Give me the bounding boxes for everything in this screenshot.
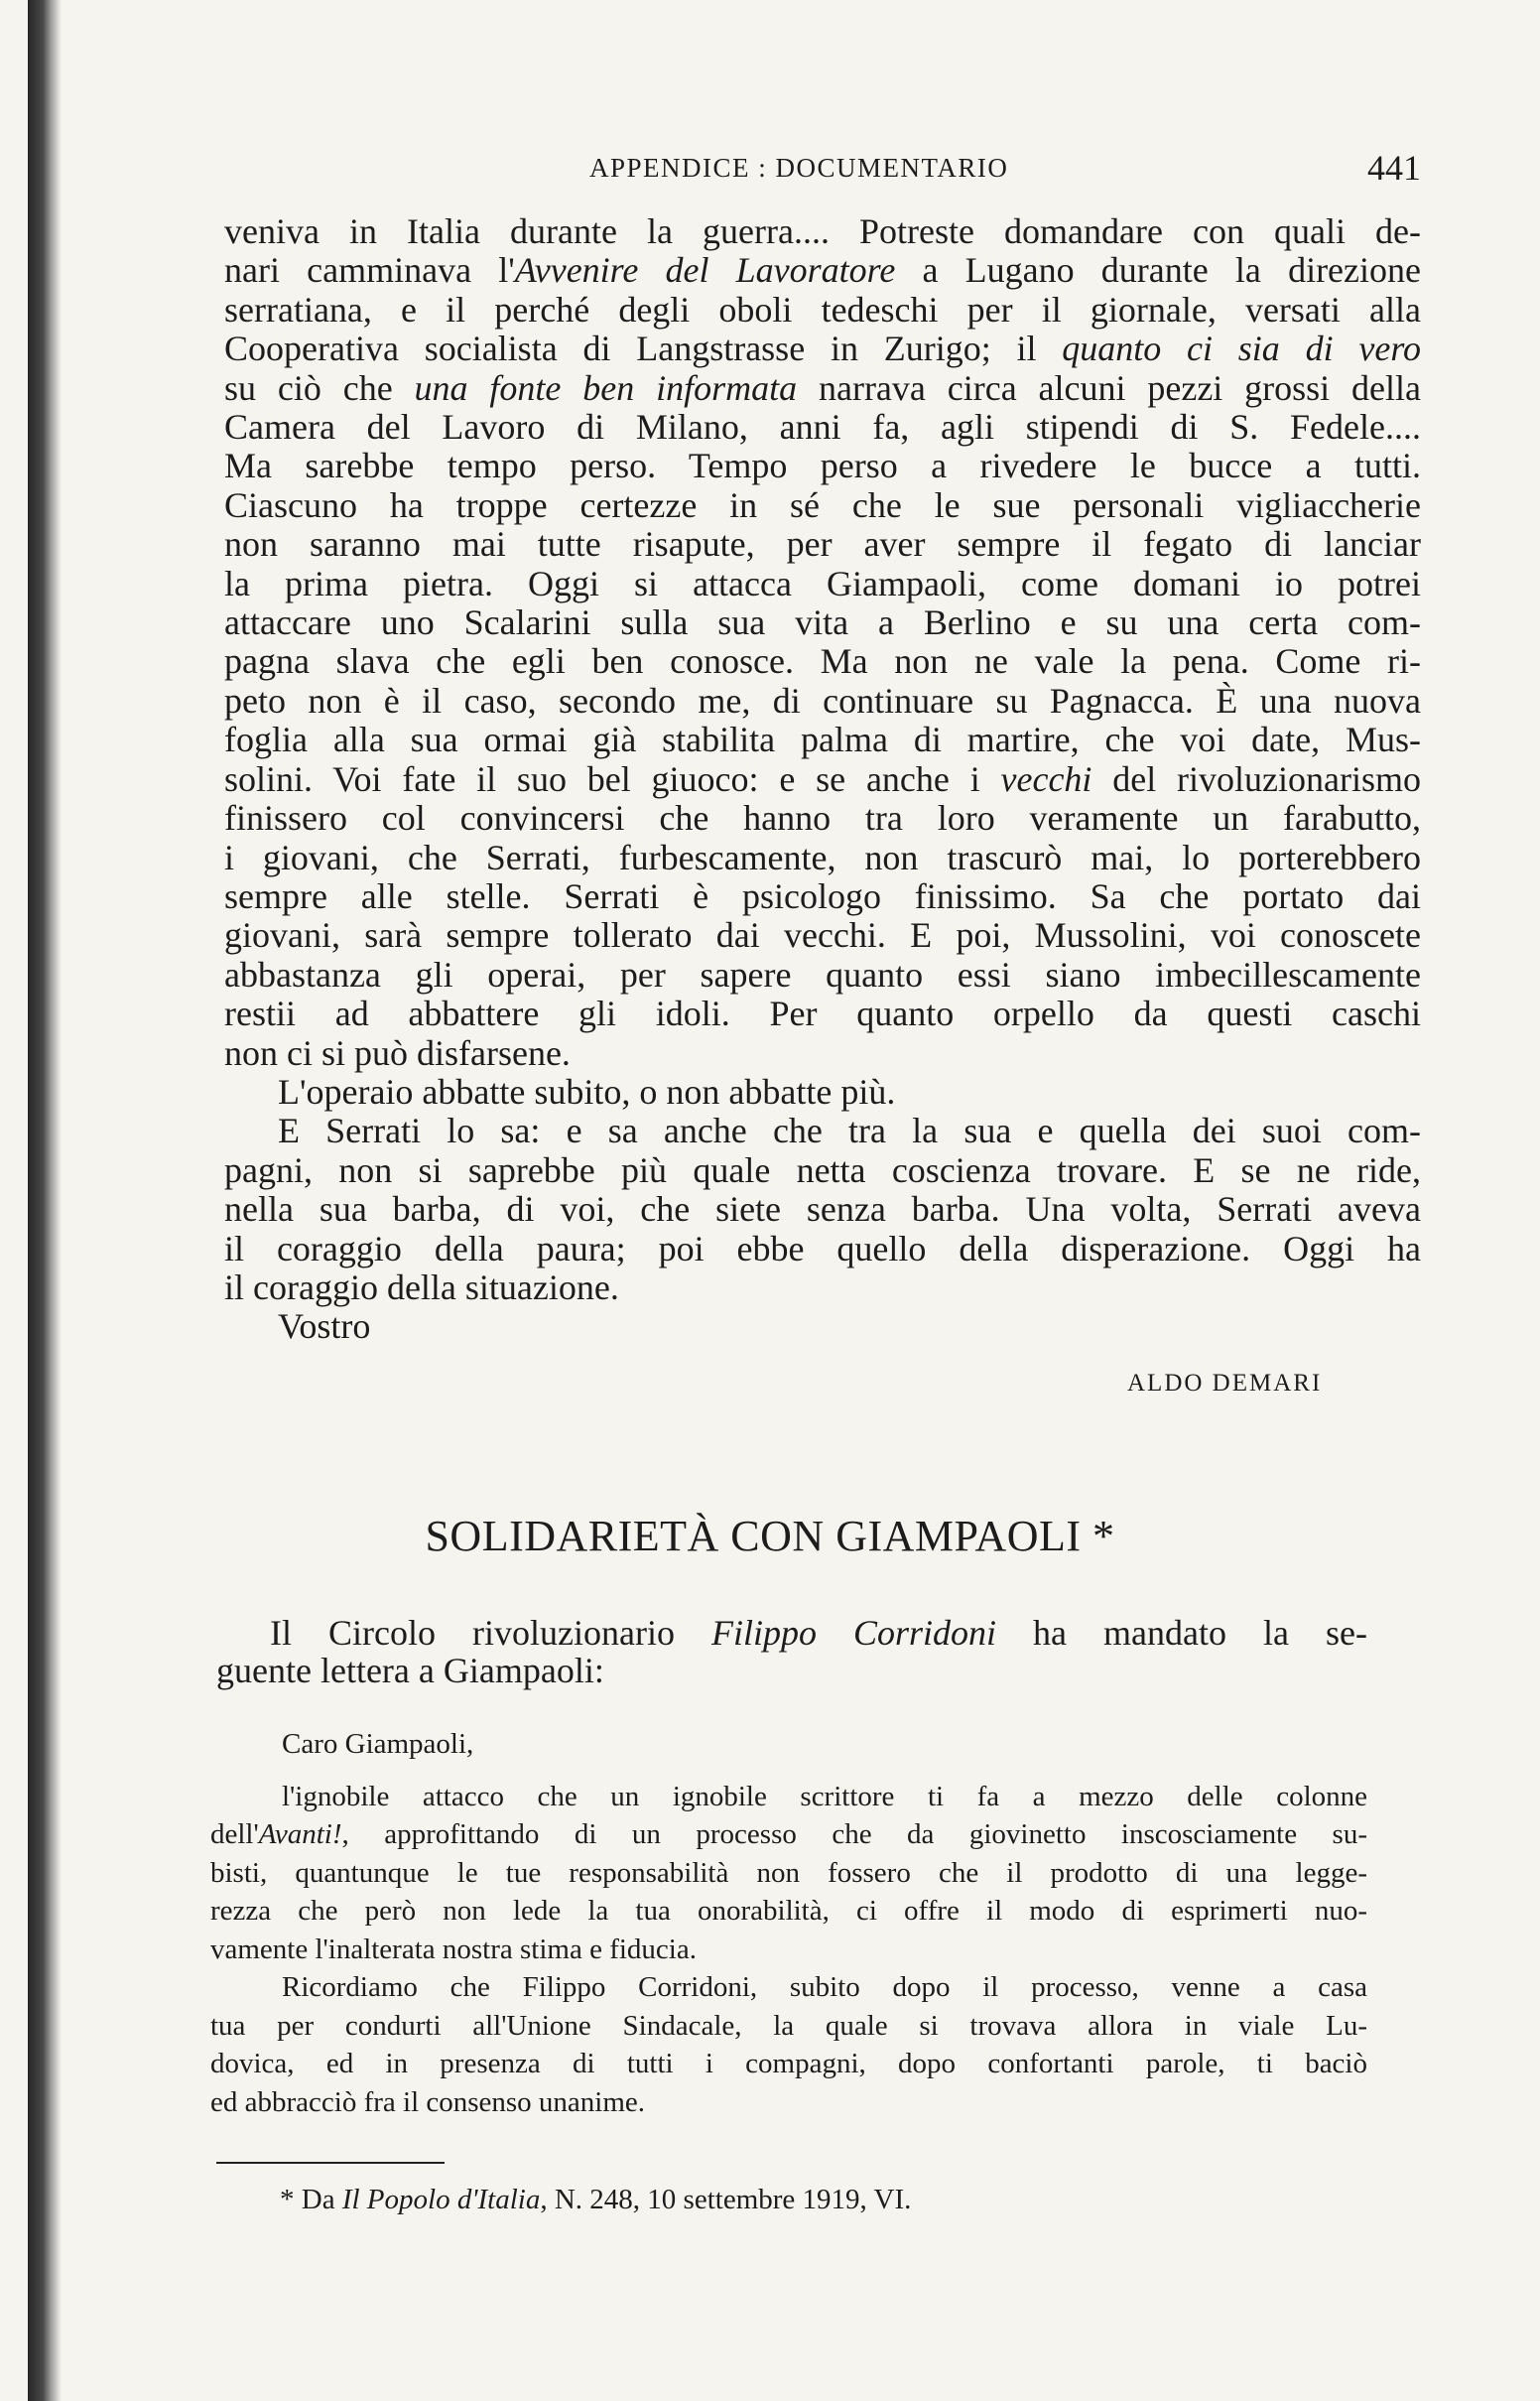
text-line: Camera del Lavoro di Milano, anni fa, agli stipendi di S. Fedele.... [224,407,1421,448]
text-line: Ciascuno ha troppe certezze in sé che le sue personali vigliaccherie [224,484,1421,525]
text-line: veniva in Italia durante la guerra.... Potreste domandare con quali de- [224,211,1421,251]
page-header [224,147,1421,191]
text-line: abbastanza gli operai, per sapere quanto essi siano imbecillescamente [224,954,1421,995]
text-line: guente lettera a Giampaoli: [216,1651,604,1690]
section-intro [216,1614,1367,1689]
quoted-letter [210,1725,1367,2121]
text-line: Ricordiamo che Filippo Corridoni, subito dopo il processo, venne a casa [282,1971,1367,2003]
text-line: l'ignobile attacco che un ignobile scrittore ti fa a mezzo delle colonne [282,1780,1367,1812]
text-line: Cooperativa socialista di Langstrasse in Zurigo; il quanto ci sia di vero [224,329,1421,369]
paragraph: L'operaio abbatte subito, o non abbatte più. [278,1071,896,1112]
text-line: dell'Avanti!, approfittando di un processo che da giovinetto inscosciamente su- [210,1818,1367,1850]
italic-word: vecchi [1000,758,1092,799]
text-line: tua per condurti all'Unione Sindacale, la quale si trovava allora in viale Lu- [210,2009,1367,2042]
text-line: giovani, sarà sempre tollerato dai vecchi. E poi, Mussolini, voi conoscete [224,915,1421,956]
text-line: finissero col convincersi che hanno tra loro veramente un farabutto, [224,798,1421,839]
italic-phrase: una fonte ben informata [414,367,798,408]
text-line: Il Circolo rivoluzionario Filippo Corridoni ha mandato la se- [270,1613,1367,1653]
text-line: non ci si può disfarsene. [224,1032,571,1073]
text-line: il coraggio della situazione. [224,1267,619,1307]
italic-title: Avanti! [258,1818,342,1850]
text-line: bisti, quantunque le tue responsabilità non fossero che il prodotto di una legge- [210,1856,1367,1889]
footnote: * Da Il Popolo d'Italia, N. 248, 10 settembre 1919, VI. [280,2184,912,2215]
italic-name: Filippo Corridoni [710,1613,997,1653]
section-title: SOLIDARIETÀ CON GIAMPAOLI * [425,1512,1115,1560]
scan-binding-edge [28,0,62,2401]
text-line: pagna slava che egli ben conosce. Ma non ne vale la pena. Come ri- [224,641,1421,682]
text-line: la prima pietra. Oggi si attacca Giampaoli, come domani io potrei [224,563,1421,603]
text-line: E Serrati lo sa: e sa anche che tra la sua e quella dei suoi com- [278,1111,1421,1151]
text-line: restii ad abbattere gli idoli. Per quanto orpello da questi caschi [224,994,1421,1034]
text-line: vamente l'inalterata nostra stima e fiducia. [210,1933,697,1965]
text-line: serratiana, e il perché degli oboli tedeschi per il giornale, versati alla [224,289,1421,330]
closing: Vostro [278,1306,371,1347]
text-line: foglia alla sua ormai già stabilita palma di martire, che voi date, Mus- [224,720,1421,760]
letter-body [224,212,1421,1347]
text-line: solini. Voi fate il suo bel giuoco: e se anche i vecchi del rivoluzionarismo [224,758,1421,799]
text-line: pagni, non si saprebbe più quale netta coscienza trovare. E se ne ride, [224,1149,1421,1190]
footnote-divider [216,2162,445,2164]
text-line: non saranno mai tutte risapute, per aver sempre il fegato di lanciar [224,524,1421,565]
italic-title: Avvenire del Lavoratore [514,250,896,291]
text-line: nari camminava l'Avvenire del Lavoratore a Lugano durante la direzione [224,250,1421,291]
salutation: Caro Giampaoli, [282,1728,474,1760]
text-line: su ciò che una fonte ben informata narrava circa alcuni pezzi grossi della [224,367,1421,408]
text-line: dovica, ed in presenza di tutti i compagni, dopo confortanti parole, ti baciò [210,2048,1367,2079]
signature: ALDO DEMARI [1127,1370,1323,1397]
running-head: APPENDICE : DOCUMENTARIO [589,153,1009,183]
text-line: attaccare uno Scalarini sulla sua vita a Berlino e su una certa com- [224,602,1421,643]
page-number: 441 [1367,148,1421,188]
text-line: sempre alle stelle. Serrati è psicologo finissimo. Sa che portato dai [224,875,1421,916]
text-line: i giovani, che Serrati, furbescamente, non trascurò mai, lo porterebbero [224,837,1421,877]
italic-phrase: quanto ci sia di vero [1062,329,1421,369]
italic-source: Il Popolo d'Italia [341,2184,541,2215]
text-line: il coraggio della paura; poi ebbe quello della disperazione. Oggi ha [224,1228,1421,1268]
text-line: ed abbracciò fra il consenso unanime. [210,2085,646,2118]
text-line: rezza che però non lede la tua onorabilità, ci offre il modo di esprimerti nuo- [210,1895,1367,1927]
text-line: Ma sarebbe tempo perso. Tempo perso a rivedere le bucce a tutti. [224,446,1421,486]
text-line: nella sua barba, di voi, che siete senza barba. Una volta, Serrati aveva [224,1189,1421,1230]
text-line: peto non è il caso, secondo me, di continuare su Pagnacca. È una nuova [224,680,1421,721]
